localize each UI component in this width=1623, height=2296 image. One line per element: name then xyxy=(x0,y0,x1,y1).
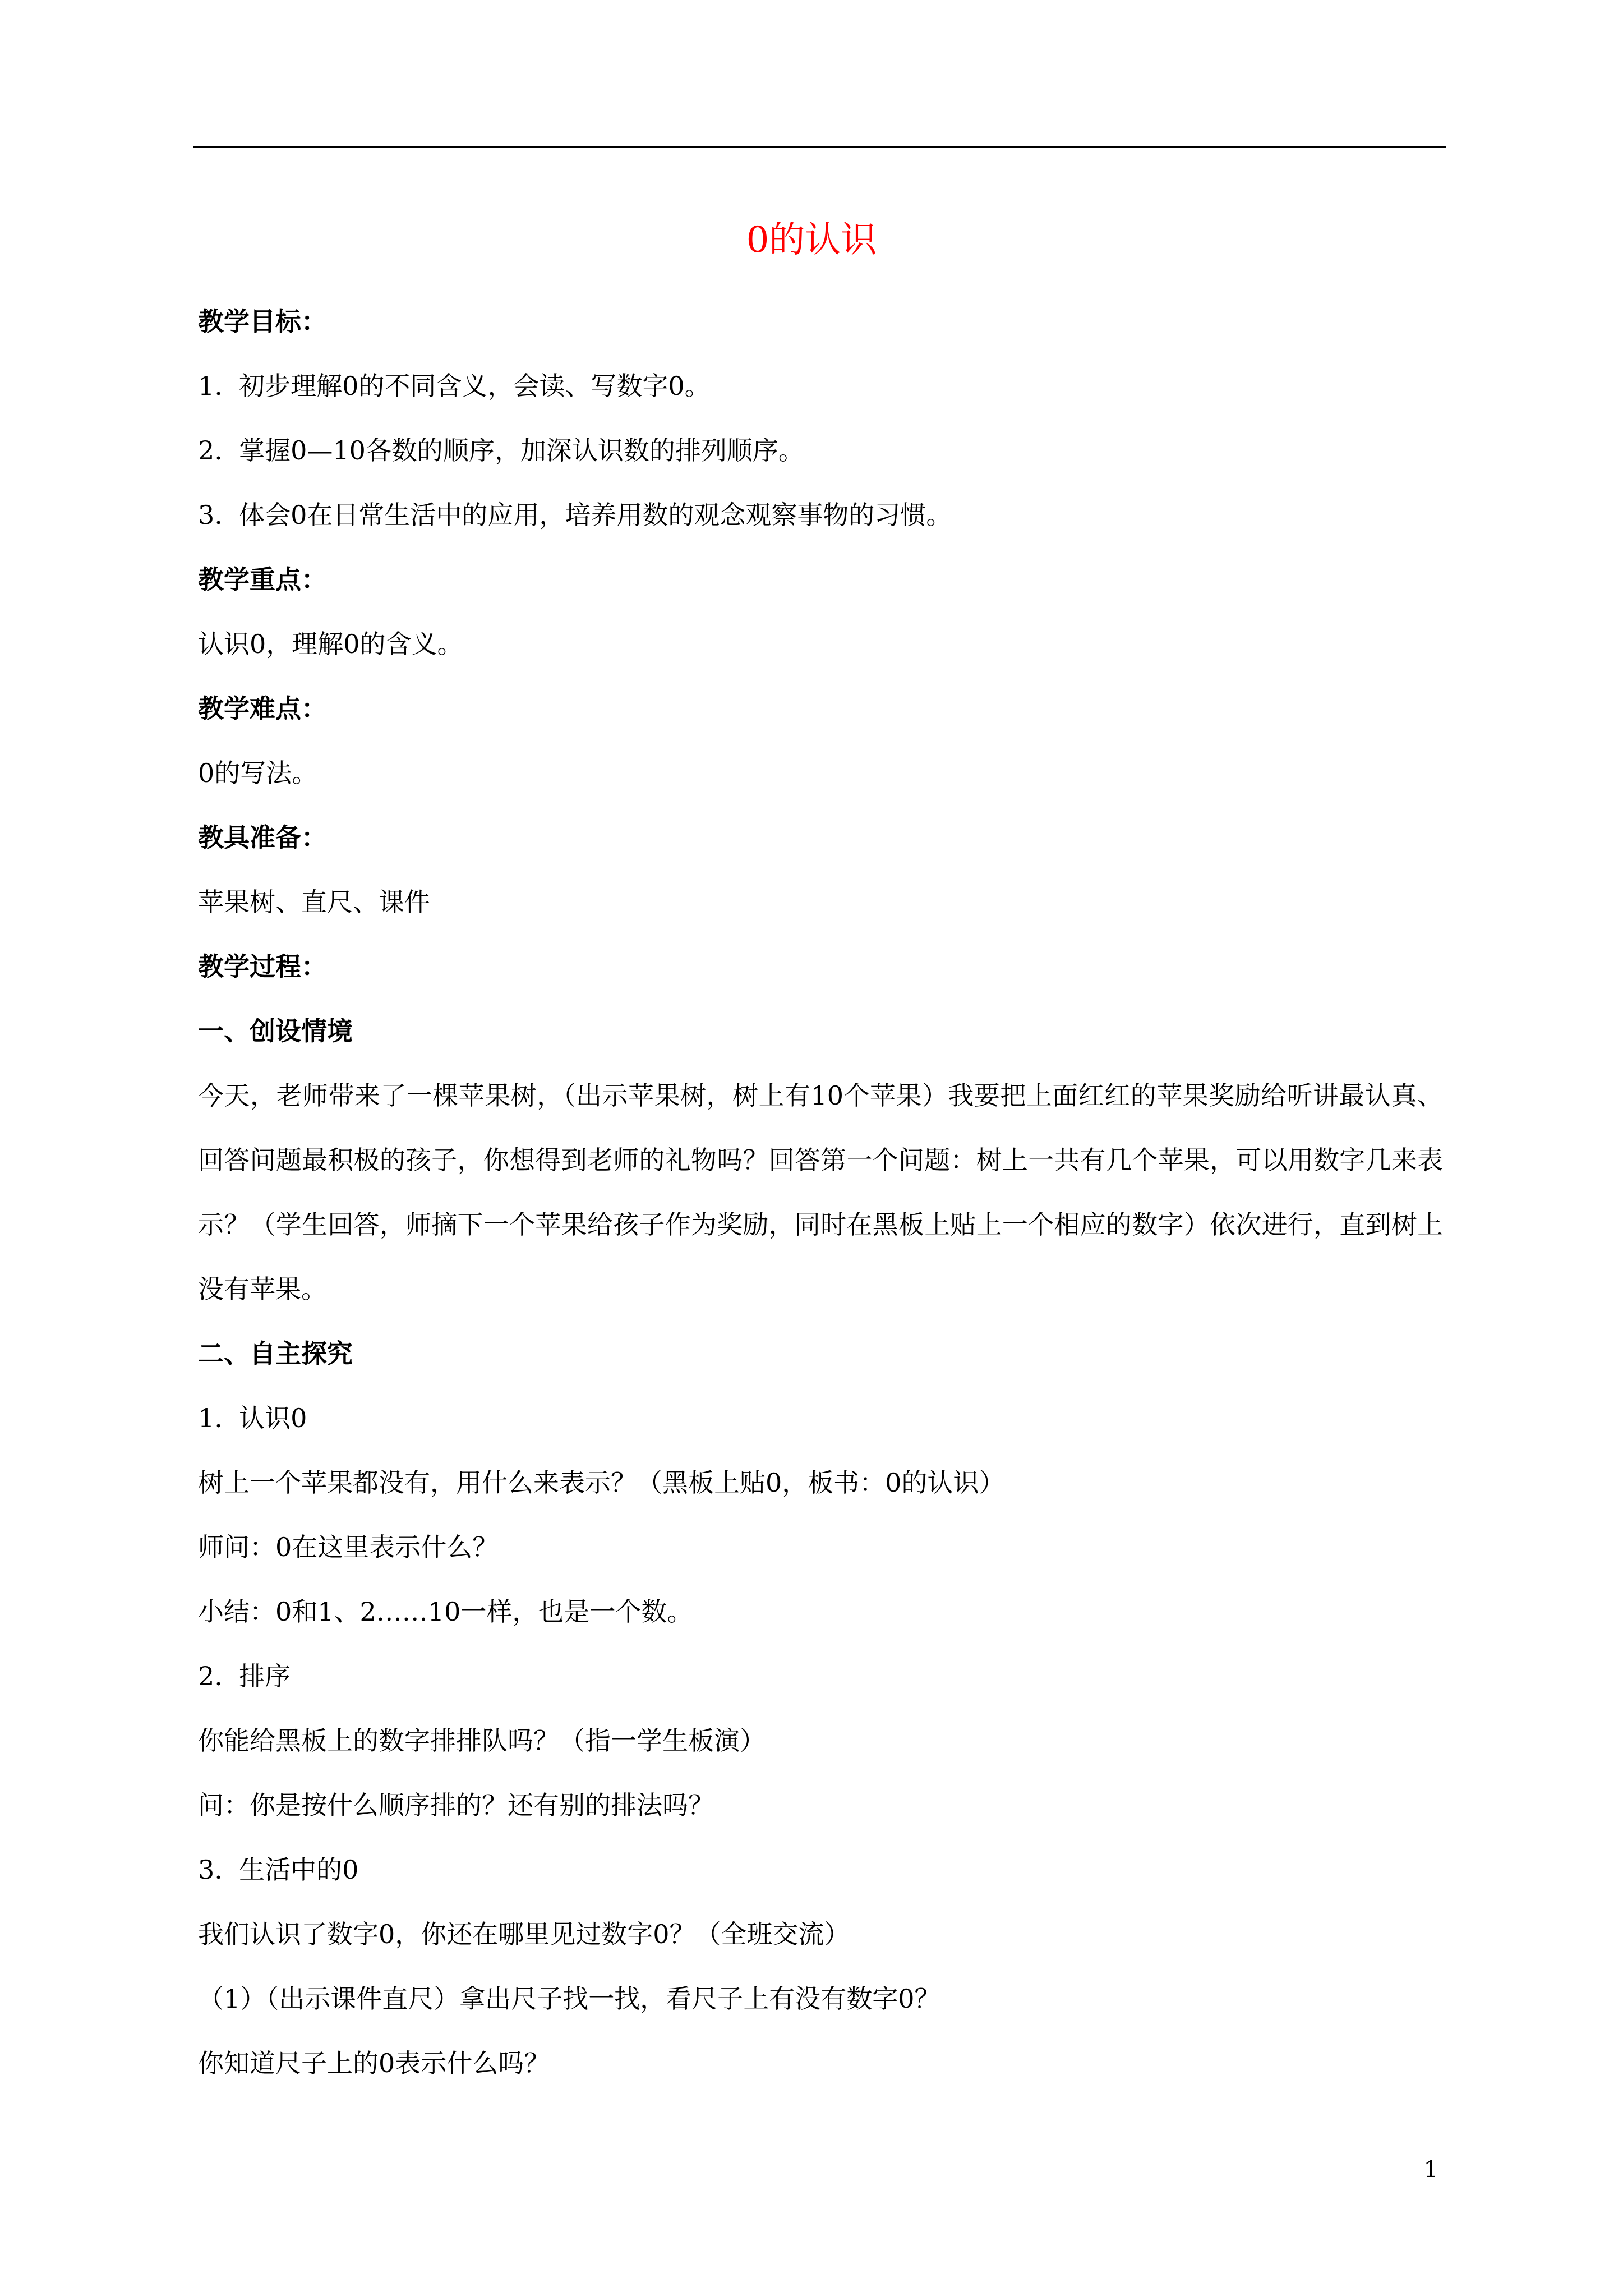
header-rule xyxy=(193,146,1446,148)
materials-heading: 教具准备： xyxy=(198,822,327,853)
key-points-heading: 教学重点： xyxy=(198,564,327,595)
page-number: 1 xyxy=(1423,2157,1438,2183)
process-heading: 教学过程： xyxy=(198,951,327,982)
goal-item-3: 3. 体会0在日常生活中的应用，培养用数的观念观察事物的习惯。 xyxy=(198,500,952,530)
part2-heading: 二、自主探究 xyxy=(198,1338,353,1369)
key-points-text: 认识0，理解0的含义。 xyxy=(198,629,463,659)
part2-line-9: 我们认识了数字0，你还在哪里见过数字0？（全班交流） xyxy=(198,1919,850,1949)
goal-item-2: 2. 掌握0—10各数的顺序，加深认识数的排列顺序。 xyxy=(198,435,804,466)
part2-line-11: 你知道尺子上的0表示什么吗？ xyxy=(198,2048,550,2078)
part1-paragraph: 今天，老师带来了一棵苹果树，（出示苹果树，树上有10个苹果）我要把上面红红的苹果奖励给听讲最认真、回答问题最积极的孩子，你想得到老师的礼物吗？回答第一个问题：树上一共有几个苹果，可以用数字几来表示？（学生回答，师摘下一个苹果给孩子作为奖励，同时在黑板上贴上一个相应的数字）依次进行，直到树上没有苹果。 xyxy=(198,1080,1443,1304)
part2-line-4: 小结：0和1、2……10一样，也是一个数。 xyxy=(198,1596,693,1627)
part2-line-5: 2. 排序 xyxy=(198,1661,291,1691)
part2-line-6: 你能给黑板上的数字排排队吗？（指一学生板演） xyxy=(198,1726,766,1756)
materials-text: 苹果树、直尺、课件 xyxy=(198,887,430,917)
part2-line-10: （1）（出示课件直尺）拿出尺子找一找，看尺子上有没有数字0？ xyxy=(198,1984,940,2014)
part2-line-8: 3. 生活中的0 xyxy=(198,1855,359,1885)
document-body xyxy=(198,289,1443,2096)
part2-line-7: 问：你是按什么顺序排的？还有别的排法吗？ xyxy=(198,1790,714,1820)
difficulties-text: 0的写法。 xyxy=(198,758,318,788)
difficulties-heading: 教学难点： xyxy=(198,693,327,724)
goal-item-1: 1. 初步理解0的不同含义，会读、写数字0。 xyxy=(198,371,711,401)
part1-heading: 一、创设情境 xyxy=(198,1016,353,1046)
page-title: 0的认识 xyxy=(746,219,877,261)
goals-heading: 教学目标： xyxy=(198,306,327,337)
part2-line-2: 树上一个苹果都没有，用什么来表示？（黑板上贴0，板书：0的认识） xyxy=(198,1467,1005,1498)
part2-line-3: 师问：0在这里表示什么？ xyxy=(198,1532,499,1562)
part2-line-1: 1. 认识0 xyxy=(198,1403,307,1433)
